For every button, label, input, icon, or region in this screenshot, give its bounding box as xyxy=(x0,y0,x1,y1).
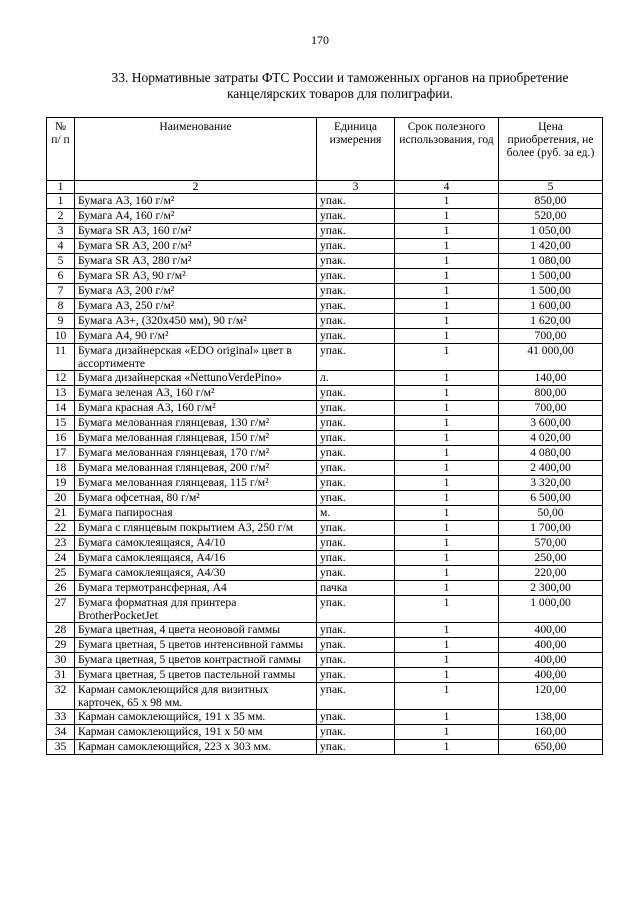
table-row xyxy=(47,239,603,254)
table-row xyxy=(47,284,603,299)
row-number: 29 xyxy=(47,638,75,653)
table-row xyxy=(47,491,603,506)
item-unit: упак. xyxy=(317,596,395,623)
item-unit: упак. xyxy=(317,194,395,209)
item-price: 1 050,00 xyxy=(499,224,603,239)
item-name: Бумага А4, 160 г/м² xyxy=(75,209,317,224)
item-unit: упак. xyxy=(317,461,395,476)
item-life: 1 xyxy=(395,386,499,401)
item-price: 1 420,00 xyxy=(499,239,603,254)
item-name: Бумага мелованная глянцевая, 115 г/м² xyxy=(75,476,317,491)
item-price: 800,00 xyxy=(499,386,603,401)
row-number: 26 xyxy=(47,581,75,596)
item-life: 1 xyxy=(395,269,499,284)
item-name: Бумага SR А3, 90 г/м² xyxy=(75,269,317,284)
item-price: 1 700,00 xyxy=(499,521,603,536)
table-row xyxy=(47,416,603,431)
item-life: 1 xyxy=(395,284,499,299)
item-price: 400,00 xyxy=(499,623,603,638)
item-name: Бумага форматная для принтера BrotherPocketJet xyxy=(75,596,317,623)
column-number: 2 xyxy=(75,181,317,194)
item-unit: упак. xyxy=(317,224,395,239)
item-name: Бумага мелованная глянцевая, 170 г/м² xyxy=(75,446,317,461)
item-life: 1 xyxy=(395,638,499,653)
item-life: 1 xyxy=(395,725,499,740)
item-price: 1 600,00 xyxy=(499,299,603,314)
item-price: 4 020,00 xyxy=(499,431,603,446)
table-row xyxy=(47,536,603,551)
item-life: 1 xyxy=(395,254,499,269)
item-price: 650,00 xyxy=(499,740,603,755)
item-life: 1 xyxy=(395,371,499,386)
item-unit: упак. xyxy=(317,284,395,299)
table-row xyxy=(47,329,603,344)
item-unit: упак. xyxy=(317,386,395,401)
item-name: Бумага мелованная глянцевая, 130 г/м² xyxy=(75,416,317,431)
table-row xyxy=(47,623,603,638)
row-number: 16 xyxy=(47,431,75,446)
item-life: 1 xyxy=(395,581,499,596)
item-unit: упак. xyxy=(317,476,395,491)
item-name: Бумага цветная, 5 цветов контрастной гаммы xyxy=(75,653,317,668)
item-unit: упак. xyxy=(317,638,395,653)
item-unit: упак. xyxy=(317,431,395,446)
header-name: Наименование xyxy=(75,118,317,181)
item-name: Бумага самоклеящаяся, А4/16 xyxy=(75,551,317,566)
table-row xyxy=(47,431,603,446)
row-number: 15 xyxy=(47,416,75,431)
item-unit: упак. xyxy=(317,491,395,506)
item-unit: упак. xyxy=(317,740,395,755)
item-price: 400,00 xyxy=(499,653,603,668)
item-unit: упак. xyxy=(317,416,395,431)
item-price: 570,00 xyxy=(499,536,603,551)
item-unit: упак. xyxy=(317,683,395,710)
item-unit: упак. xyxy=(317,668,395,683)
table-row xyxy=(47,596,603,623)
row-number: 21 xyxy=(47,506,75,521)
row-number: 5 xyxy=(47,254,75,269)
item-life: 1 xyxy=(395,209,499,224)
table-row xyxy=(47,254,603,269)
table-row xyxy=(47,194,603,209)
table-row xyxy=(47,386,603,401)
item-life: 1 xyxy=(395,446,499,461)
row-number: 12 xyxy=(47,371,75,386)
table-row xyxy=(47,638,603,653)
item-life: 1 xyxy=(395,740,499,755)
row-number: 20 xyxy=(47,491,75,506)
item-name: Бумага самоклеящаяся, А4/10 xyxy=(75,536,317,551)
item-unit: упак. xyxy=(317,269,395,284)
header-num: № п/ п xyxy=(47,118,75,181)
row-number: 2 xyxy=(47,209,75,224)
column-number: 1 xyxy=(47,181,75,194)
table-header-row xyxy=(47,118,603,181)
item-life: 1 xyxy=(395,194,499,209)
item-unit: упак. xyxy=(317,401,395,416)
row-number: 1 xyxy=(47,194,75,209)
item-name: Бумага цветная, 4 цвета неоновой гаммы xyxy=(75,623,317,638)
item-unit: упак. xyxy=(317,299,395,314)
item-name: Бумага термотрансферная, А4 xyxy=(75,581,317,596)
item-life: 1 xyxy=(395,299,499,314)
item-price: 2 400,00 xyxy=(499,461,603,476)
title-line-1: 33. Нормативные затраты ФТС России и таможенных органов на приобретение xyxy=(111,70,569,85)
item-price: 220,00 xyxy=(499,566,603,581)
item-life: 1 xyxy=(395,653,499,668)
item-unit: пачка xyxy=(317,581,395,596)
row-number: 6 xyxy=(47,269,75,284)
item-price: 700,00 xyxy=(499,329,603,344)
column-number-row xyxy=(47,181,603,194)
item-unit: упак. xyxy=(317,209,395,224)
item-price: 400,00 xyxy=(499,668,603,683)
header-life: Срок полезного использования, год xyxy=(395,118,499,181)
item-name: Бумага А3, 160 г/м² xyxy=(75,194,317,209)
item-name: Бумага с глянцевым покрытием А3, 250 г/м xyxy=(75,521,317,536)
row-number: 3 xyxy=(47,224,75,239)
table-row xyxy=(47,209,603,224)
row-number: 32 xyxy=(47,683,75,710)
row-number: 18 xyxy=(47,461,75,476)
table-row xyxy=(47,476,603,491)
table-row xyxy=(47,683,603,710)
item-life: 1 xyxy=(395,683,499,710)
item-price: 140,00 xyxy=(499,371,603,386)
item-name: Бумага дизайнерская «EDO original» цвет в ассортименте xyxy=(75,344,317,371)
item-name: Карман самоклеющийся, 191 x 50 мм xyxy=(75,725,317,740)
item-name: Бумага А3+, (320х450 мм), 90 г/м² xyxy=(75,314,317,329)
item-unit: упак. xyxy=(317,536,395,551)
item-unit: упак. xyxy=(317,725,395,740)
table-body xyxy=(47,194,603,755)
table-row xyxy=(47,710,603,725)
table-row xyxy=(47,740,603,755)
item-price: 6 500,00 xyxy=(499,491,603,506)
item-life: 1 xyxy=(395,596,499,623)
row-number: 25 xyxy=(47,566,75,581)
item-unit: упак. xyxy=(317,344,395,371)
item-life: 1 xyxy=(395,551,499,566)
item-price: 1 500,00 xyxy=(499,269,603,284)
row-number: 30 xyxy=(47,653,75,668)
item-unit: упак. xyxy=(317,551,395,566)
item-life: 1 xyxy=(395,416,499,431)
item-life: 1 xyxy=(395,329,499,344)
row-number: 9 xyxy=(47,314,75,329)
item-price: 1 500,00 xyxy=(499,284,603,299)
table-row xyxy=(47,461,603,476)
table-row xyxy=(47,269,603,284)
item-name: Бумага цветная, 5 цветов пастельной гаммы xyxy=(75,668,317,683)
item-price: 41 000,00 xyxy=(499,344,603,371)
item-unit: упак. xyxy=(317,521,395,536)
table-row xyxy=(47,521,603,536)
table-row xyxy=(47,344,603,371)
row-number: 7 xyxy=(47,284,75,299)
item-price: 2 300,00 xyxy=(499,581,603,596)
table-row xyxy=(47,506,603,521)
item-life: 1 xyxy=(395,431,499,446)
header-price: Цена приобретения, не более (руб. за ед.) xyxy=(499,118,603,181)
item-unit: упак. xyxy=(317,710,395,725)
row-number: 14 xyxy=(47,401,75,416)
item-unit: упак. xyxy=(317,329,395,344)
item-name: Бумага офсетная, 80 г/м² xyxy=(75,491,317,506)
item-life: 1 xyxy=(395,668,499,683)
item-price: 1 620,00 xyxy=(499,314,603,329)
item-price: 4 080,00 xyxy=(499,446,603,461)
item-name: Бумага SR А3, 160 г/м² xyxy=(75,224,317,239)
item-life: 1 xyxy=(395,314,499,329)
column-number: 5 xyxy=(499,181,603,194)
item-unit: упак. xyxy=(317,446,395,461)
item-unit: упак. xyxy=(317,254,395,269)
item-price: 250,00 xyxy=(499,551,603,566)
item-name: Бумага мелованная глянцевая, 200 г/м² xyxy=(75,461,317,476)
table-row xyxy=(47,566,603,581)
item-life: 1 xyxy=(395,239,499,254)
row-number: 35 xyxy=(47,740,75,755)
row-number: 10 xyxy=(47,329,75,344)
item-name: Карман самоклеющийся для визитных карточек, 65 x 98 мм. xyxy=(75,683,317,710)
item-price: 1 000,00 xyxy=(499,596,603,623)
row-number: 27 xyxy=(47,596,75,623)
item-name: Бумага SR А3, 280 г/м² xyxy=(75,254,317,269)
item-life: 1 xyxy=(395,401,499,416)
item-life: 1 xyxy=(395,566,499,581)
document-title xyxy=(90,70,590,102)
item-price: 120,00 xyxy=(499,683,603,710)
item-life: 1 xyxy=(395,710,499,725)
table-row xyxy=(47,653,603,668)
item-life: 1 xyxy=(395,521,499,536)
item-price: 3 600,00 xyxy=(499,416,603,431)
item-life: 1 xyxy=(395,536,499,551)
table-row xyxy=(47,725,603,740)
item-life: 1 xyxy=(395,344,499,371)
column-number: 4 xyxy=(395,181,499,194)
item-name: Бумага А3, 200 г/м² xyxy=(75,284,317,299)
item-price: 3 320,00 xyxy=(499,476,603,491)
item-name: Бумага красная А3, 160 г/м² xyxy=(75,401,317,416)
header-unit: Единица измерения xyxy=(317,118,395,181)
item-life: 1 xyxy=(395,623,499,638)
item-name: Бумага SR А3, 200 г/м² xyxy=(75,239,317,254)
table-row xyxy=(47,446,603,461)
row-number: 23 xyxy=(47,536,75,551)
item-name: Бумага цветная, 5 цветов интенсивной гаммы xyxy=(75,638,317,653)
table-row xyxy=(47,224,603,239)
item-life: 1 xyxy=(395,461,499,476)
item-name: Бумага самоклеящаяся, А4/30 xyxy=(75,566,317,581)
table-row xyxy=(47,668,603,683)
table-row xyxy=(47,581,603,596)
item-unit: упак. xyxy=(317,653,395,668)
item-life: 1 xyxy=(395,506,499,521)
costs-table xyxy=(46,117,603,755)
item-unit: упак. xyxy=(317,314,395,329)
row-number: 28 xyxy=(47,623,75,638)
item-name: Карман самоклеющийся, 223 x 303 мм. xyxy=(75,740,317,755)
item-price: 700,00 xyxy=(499,401,603,416)
row-number: 24 xyxy=(47,551,75,566)
table-row xyxy=(47,401,603,416)
item-name: Карман самоклеющийся, 191 x 35 мм. xyxy=(75,710,317,725)
item-unit: упак. xyxy=(317,623,395,638)
item-price: 138,00 xyxy=(499,710,603,725)
item-unit: л. xyxy=(317,371,395,386)
row-number: 33 xyxy=(47,710,75,725)
item-price: 50,00 xyxy=(499,506,603,521)
item-unit: м. xyxy=(317,506,395,521)
item-name: Бумага А4, 90 г/м² xyxy=(75,329,317,344)
table-row xyxy=(47,551,603,566)
item-unit: упак. xyxy=(317,239,395,254)
table-row xyxy=(47,371,603,386)
row-number: 13 xyxy=(47,386,75,401)
title-line-2: канцелярских товаров для полиграфии. xyxy=(226,86,454,101)
row-number: 11 xyxy=(47,344,75,371)
item-name: Бумага зеленая А3, 160 г/м² xyxy=(75,386,317,401)
item-price: 160,00 xyxy=(499,725,603,740)
item-price: 520,00 xyxy=(499,209,603,224)
item-life: 1 xyxy=(395,491,499,506)
row-number: 31 xyxy=(47,668,75,683)
item-price: 850,00 xyxy=(499,194,603,209)
item-name: Бумага мелованная глянцевая, 150 г/м² xyxy=(75,431,317,446)
item-price: 1 080,00 xyxy=(499,254,603,269)
row-number: 8 xyxy=(47,299,75,314)
row-number: 17 xyxy=(47,446,75,461)
row-number: 34 xyxy=(47,725,75,740)
row-number: 4 xyxy=(47,239,75,254)
table-row xyxy=(47,299,603,314)
column-number: 3 xyxy=(317,181,395,194)
item-life: 1 xyxy=(395,476,499,491)
item-unit: упак. xyxy=(317,566,395,581)
row-number: 19 xyxy=(47,476,75,491)
page-number: 170 xyxy=(311,33,329,47)
item-name: Бумага А3, 250 г/м² xyxy=(75,299,317,314)
item-name: Бумага папиросная xyxy=(75,506,317,521)
item-name: Бумага дизайнерская «NettunoVerdePino» xyxy=(75,371,317,386)
item-life: 1 xyxy=(395,224,499,239)
row-number: 22 xyxy=(47,521,75,536)
table-row xyxy=(47,314,603,329)
item-price: 400,00 xyxy=(499,638,603,653)
